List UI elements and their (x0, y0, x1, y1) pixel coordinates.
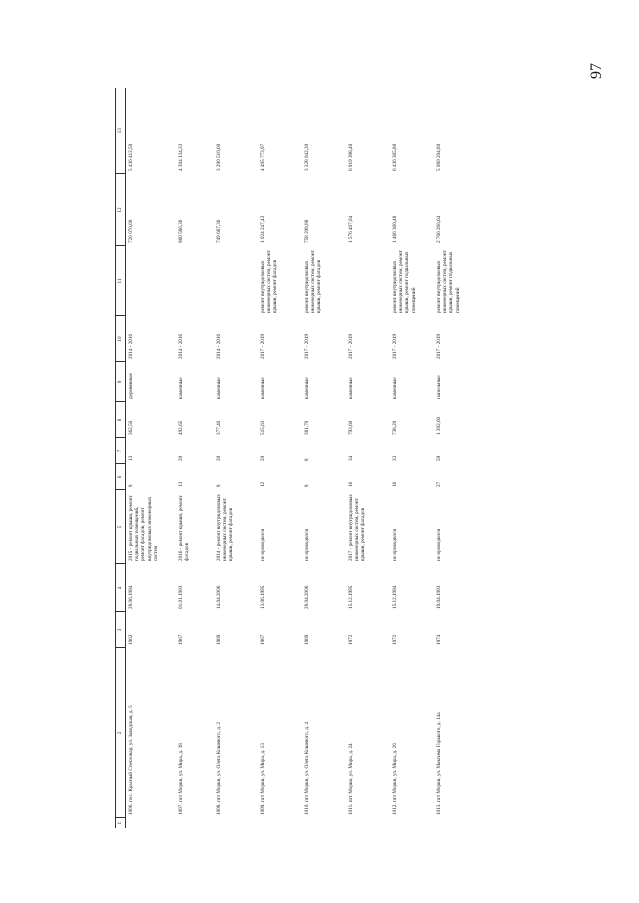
cost1-cell: 758 208,88 (304, 219, 310, 243)
col-header-7: 7 (116, 438, 126, 464)
table-row (390, 88, 434, 828)
area-cell: 377,40 (216, 420, 222, 435)
floors-cell: 8 (304, 484, 310, 487)
col-header-6: 6 (116, 464, 126, 490)
repair-done-cell: не проводился (260, 529, 266, 561)
area-cell: 1 392,60 (436, 416, 442, 435)
apartments-cell: 34 (348, 455, 354, 461)
repair-done-cell: 2015 - ремонт крыши, ремонт подвальных помещений, ремонт фасадов, ремонт внутридомовых инженерных систем (128, 495, 159, 561)
repair-done-cell: не проводился (304, 529, 310, 561)
address-cell: 1008. пгт Морки, ул. Олега Кошевого, д. 2 (216, 721, 222, 815)
table-row (214, 88, 258, 828)
rotated-table-content (115, 88, 555, 828)
date-cell: 15.12.1995 (348, 585, 354, 609)
floors-cell: 16 (348, 481, 354, 487)
year-built-cell: 1969 (216, 634, 222, 645)
cost2-cell: 6 919 398,40 (348, 143, 354, 171)
floors-cell: 13 (178, 481, 184, 487)
period-cell: 2017 - 2019 (304, 333, 310, 359)
apartments-cell: 20 (178, 455, 184, 461)
cost1-cell: 1 024 247,43 (260, 215, 266, 243)
column-number-header (116, 88, 126, 828)
table-row (434, 88, 478, 828)
apartments-cell: 33 (392, 455, 398, 461)
cost2-cell: 5 080 204,80 (436, 143, 442, 171)
year-built-cell: 1972 (392, 634, 398, 645)
cost2-cell: 3 290 510,60 (216, 143, 222, 171)
address-cell: 1013. пгт Морки, ул. Максима Горького, д. 14а (436, 712, 442, 815)
period-cell: 2014 - 2016 (178, 333, 184, 359)
year-built-cell: 1967 (260, 634, 266, 645)
page-number: 97 (588, 63, 605, 79)
cost1-cell: 1 576 407,04 (348, 215, 354, 243)
period-cell: 2017 - 2019 (436, 333, 442, 359)
cost1-cell: 2 766 260,64 (436, 215, 442, 243)
period-cell: 2017 - 2019 (392, 333, 398, 359)
area-cell: 738,20 (392, 420, 398, 435)
walls-cell: каменные (178, 377, 184, 399)
rotated-table-region (115, 88, 555, 828)
table-row (258, 88, 302, 828)
works-cell: ремонт внутридомовых инженерных систем, ремонт крыши, ремонт подвальных помещений (392, 250, 417, 313)
area-cell: 515,63 (260, 420, 266, 435)
col-header-13: 13 (116, 88, 126, 174)
table-row (346, 88, 390, 828)
apartments-cell: 13 (128, 455, 134, 461)
year-built-cell: 1974 (436, 634, 442, 645)
col-header-1: 1 (116, 818, 126, 828)
year-built-cell: 1969 (304, 634, 310, 645)
cost2-cell: 4 304 134,33 (178, 143, 184, 171)
col-header-5: 5 (116, 490, 126, 564)
col-header-9: 9 (116, 362, 126, 402)
apartments-cell: 8 (304, 458, 310, 461)
date-cell: 01.01.1993 (178, 585, 184, 609)
cost2-cell: 3 328 042,30 (304, 143, 310, 171)
works-cell: ремонт внутридомовых инженерных систем, ремонт крыши, ремонт фасадов (304, 250, 323, 313)
date-cell: 28.04.2006 (304, 585, 310, 609)
walls-cell: каменные (216, 377, 222, 399)
area-cell: 492,65 (178, 420, 184, 435)
area-cell: 381,70 (304, 420, 310, 435)
cost1-cell: 749 667,36 (216, 219, 222, 243)
date-cell: 14.04.2006 (216, 585, 222, 609)
col-header-10: 10 (116, 316, 126, 362)
year-built-cell: 1967 (178, 634, 184, 645)
date-cell: 19.04.1993 (436, 585, 442, 609)
date-cell: 15.12.1994 (392, 585, 398, 609)
walls-cell: каменные (392, 377, 398, 399)
cost1-cell: 980 586,36 (178, 219, 184, 243)
works-cell: ремонт внутридомовых инженерных систем, ремонт крыши, ремонт фасадов (260, 250, 279, 313)
date-cell: 13.06.1995 (260, 585, 266, 609)
cost2-cell: 5 436 412,50 (128, 143, 134, 171)
walls-cell: деревянные (128, 373, 134, 399)
works-cell (346, 246, 390, 316)
cost1-cell: 720 070,00 (128, 219, 134, 243)
walls-cell: каменные (260, 377, 266, 399)
col-header-11: 11 (116, 246, 126, 316)
walls-cell: панельные (436, 375, 442, 399)
cost1-cell: 1 466 360,48 (392, 215, 398, 243)
period-cell: 2014 - 2016 (216, 333, 222, 359)
table-row (126, 88, 177, 828)
works-cell (176, 246, 214, 316)
col-header-12: 12 (116, 174, 126, 246)
col-header-4: 4 (116, 564, 126, 612)
works-cell (214, 246, 258, 316)
table-row (176, 88, 214, 828)
col-header-3: 3 (116, 612, 126, 648)
apartments-cell: 20 (216, 455, 222, 461)
address-cell: 1009. пгт Морки, ул. Мира, д. 13 (260, 743, 266, 815)
address-cell: 1011. пгт Морки, ул. Мира, д. 24 (348, 743, 354, 815)
cost2-cell: 6 436 365,80 (392, 143, 398, 171)
period-cell: 2017 - 2019 (348, 333, 354, 359)
floors-cell: 27 (436, 481, 442, 487)
year-built-cell: 1972 (348, 634, 354, 645)
repair-done-cell: 2014 - ремонт внутридомовых инженерных систем, ремонт крыши, ремонт фасадов (216, 494, 235, 561)
area-cell: 362,50 (128, 420, 134, 435)
apartments-cell: 20 (260, 455, 266, 461)
cost2-cell: 4 495 773,97 (260, 143, 266, 171)
repair-done-cell: 2017 - ремонт внутридомовых инженерных систем, ремонт крыши, ремонт фасадов (348, 494, 367, 561)
repair-done-cell: 2016 - ремонт крыши, ремонт фасадов (178, 495, 191, 561)
address-cell: 1012. пгт Морки, ул. Мира, д. 26 (392, 743, 398, 815)
floors-cell: 16 (392, 481, 398, 487)
repair-program-table (115, 88, 478, 828)
year-built-cell: 1962 (128, 634, 134, 645)
floors-cell: 8 (128, 484, 134, 487)
col-header-8: 8 (116, 402, 126, 438)
repair-done-cell: не проводился (392, 529, 398, 561)
walls-cell: каменные (304, 377, 310, 399)
apartments-cell: 59 (436, 455, 442, 461)
date-cell: 28.06.1994 (128, 585, 134, 609)
walls-cell: каменные (348, 377, 354, 399)
works-cell (126, 246, 177, 316)
address-cell: 1007. пгт Морки, ул. Мира, д. 38 (178, 743, 184, 815)
floors-cell: 8 (216, 484, 222, 487)
address-cell: 1010. пгт Морки, ул. Олега Кошевого, д. 4 (304, 721, 310, 815)
works-cell: ремонт внутридомовых инженерных систем, ремонт крыши, ремонт подвальных помещений (436, 250, 461, 313)
area-cell: 793,60 (348, 420, 354, 435)
floors-cell: 12 (260, 481, 266, 487)
period-cell: 2014 - 2016 (128, 333, 134, 359)
period-cell: 2017 - 2019 (260, 333, 266, 359)
address-cell: 1006. пос. Красный Стекловар, ул. Заводская, д. 5 (128, 705, 134, 815)
col-header-2: 2 (116, 648, 126, 818)
repair-done-cell: не проводился (436, 529, 442, 561)
table-row (302, 88, 346, 828)
